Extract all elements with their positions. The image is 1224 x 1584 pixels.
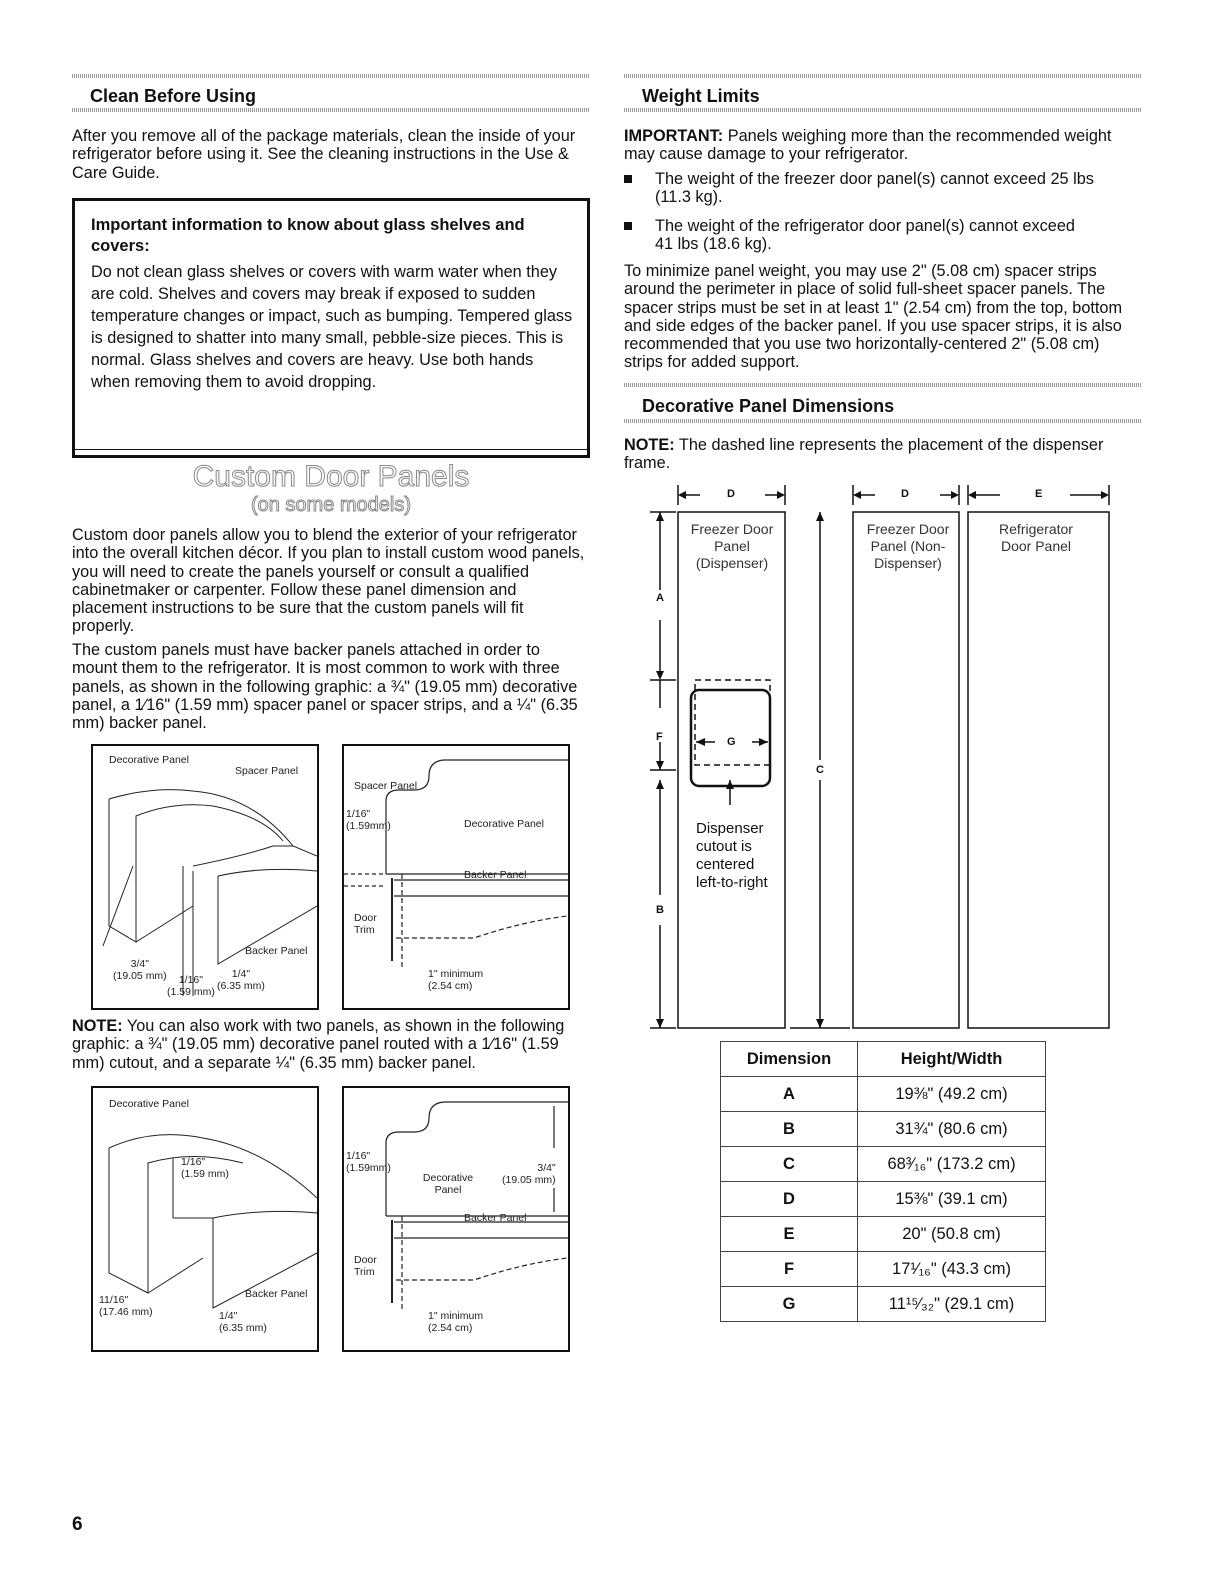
glass-warning-heading: Important information to know about glass shelves and covers: [91, 216, 525, 255]
cell-value: 15⅜" (39.1 cm) [858, 1182, 1046, 1217]
important-text: Panels weighing more than the recommended weight may cause damage to your refrigerator. [624, 127, 1112, 164]
dim-thickness: 3/4" [537, 1162, 556, 1174]
dim-cut: 1/16" [181, 1156, 206, 1168]
dim-gap-mm: (1.59mm) [346, 1162, 391, 1174]
dims-heading: Decorative Panel Dimensions [642, 396, 895, 416]
dim-minimum-cm: (2.54 cm) [428, 980, 473, 992]
table-row [721, 1077, 1046, 1112]
glass-warning-body: Do not clean glass shelves or covers with warm water when they are cold. Shelves and covers may break if exposed to sudden temperature changes or impact, such as bumping. Tempered glass is designed to shatter into many small, pebble-size pieces. This is normal. Glass shelves and covers are heavy. Use both hands when removing them to avoid dropping. [91, 263, 573, 391]
table-row [721, 1147, 1046, 1182]
dim-cut-mm: (1.59 mm) [181, 1168, 229, 1180]
dim-minimum-cm: (2.54 cm) [428, 1322, 473, 1334]
section-rule [624, 74, 1142, 78]
dim-1-4: 1/4" [219, 1310, 238, 1322]
header-dimension: Dimension [721, 1042, 858, 1077]
clean-body: After you remove all of the package materials, clean the inside of your refrigerator before using it. See the cleaning instructions in the Use & Care Guide. [72, 127, 576, 182]
dispenser-cutout-note: Dispenser cutout is centered left-to-right [696, 820, 768, 891]
note-label: NOTE: [72, 1017, 123, 1035]
label-door-trim: Door Trim [354, 1254, 377, 1278]
bullet-freezer: The weight of the freezer door panel(s) cannot exceed 25 lbs (11.3 kg). [624, 170, 1094, 207]
panel-freezer-non-dispenser: Freezer Door Panel (Non-Dispenser) [866, 521, 950, 571]
dim-minimum: 1" minimum [428, 1310, 484, 1322]
clean-heading: Clean Before Using [90, 86, 257, 106]
cell-dimension: D [721, 1182, 858, 1217]
bullet-refrigerator: The weight of the refrigerator door panel(s) cannot exceed 41 lbs (18.6 kg). [624, 217, 1094, 254]
label-spacer-panel: Spacer Panel [235, 765, 299, 777]
dim-gap: 1/16" [346, 808, 371, 820]
label-decorative-panel: Decorative Panel [109, 1098, 189, 1110]
glass-warning-box [72, 198, 590, 458]
section-rule [72, 108, 590, 112]
cell-value: 19⅜" (49.2 cm) [858, 1077, 1046, 1112]
dim-1-16: 1/16" [178, 974, 203, 986]
cell-value: 20" (50.8 cm) [858, 1217, 1046, 1252]
label-decorative-panel: Decorative Panel [109, 754, 189, 766]
table-row [721, 1287, 1046, 1322]
table-row [721, 1217, 1046, 1252]
cell-dimension: A [721, 1077, 858, 1112]
dim-thickness-mm: (19.05 mm) [502, 1174, 556, 1186]
label-backer-panel: Backer Panel [245, 1288, 308, 1300]
two-panel-perspective-figure [91, 1086, 319, 1352]
cell-dimension: F [721, 1252, 858, 1287]
dim-letter-e: E [1035, 488, 1043, 500]
table-row [721, 1182, 1046, 1217]
section-rule [624, 383, 1142, 387]
dim-letter-d2: D [901, 488, 909, 500]
cell-dimension: E [721, 1217, 858, 1252]
section-rule [72, 74, 590, 78]
custom-panels-title: Custom Door Panels [192, 460, 470, 493]
table-row [721, 1112, 1046, 1147]
dim-letter-b: B [656, 904, 664, 916]
label-spacer-panel: Spacer Panel [354, 780, 418, 792]
label-door-trim: Door Trim [354, 912, 377, 936]
dim-11-16-mm: (17.46 mm) [99, 1306, 153, 1318]
panel-refrigerator: Refrigerator Door Panel [999, 521, 1073, 554]
dims-note [624, 436, 1142, 473]
cell-dimension: B [721, 1112, 858, 1147]
custom-panels-subtitle: (on some models) [250, 494, 412, 516]
dim-letter-a: A [656, 592, 664, 604]
weight-heading: Weight Limits [642, 86, 760, 106]
important-label: IMPORTANT: [624, 127, 724, 145]
header-height-width: Height/Width [858, 1042, 1046, 1077]
note-text: The dashed line represents the placement of the dispenser frame. [624, 436, 1104, 473]
dim-1-4-mm: (6.35 mm) [219, 1322, 267, 1334]
label-decorative-panel: Decorative Panel [422, 1172, 474, 1196]
dimension-table [720, 1041, 1046, 1322]
dim-1-4-mm: (6.35 mm) [217, 980, 265, 992]
dim-gap-mm: (1.59mm) [346, 820, 391, 832]
three-panel-perspective-figure [91, 744, 319, 1010]
weight-important [624, 127, 1139, 164]
table-header-row [721, 1042, 1046, 1077]
label-decorative-panel: Decorative Panel [464, 818, 544, 830]
section-rule [624, 108, 1142, 112]
three-panel-section-figure [342, 744, 570, 1010]
cell-value: 17¹⁄₁₆" (43.3 cm) [858, 1252, 1046, 1287]
cell-dimension: C [721, 1147, 858, 1182]
page-number: 6 [72, 1514, 83, 1535]
weight-bullets [624, 170, 1094, 259]
label-backer-panel: Backer Panel [464, 869, 527, 881]
dim-3-4-mm: (19.05 mm) [113, 970, 167, 982]
dim-1-16-mm: (1.59 mm) [167, 986, 215, 998]
weight-body: To minimize panel weight, you may use 2" (5.08 cm) spacer strips around the perimeter in place of solid full-sheet spacer panels. The spacer strips must be set in at least 1" (2.54 cm) from the top, bottom and side edges of the backer panel. If you use spacer strips, it is also recommended that you use two horizontally-centered 2" (5.08 cm) strips for added support. [624, 262, 1123, 372]
cell-value: 68³⁄₁₆" (173.2 cm) [858, 1147, 1046, 1182]
dim-letter-d1: D [727, 488, 735, 500]
label-backer-panel: Backer Panel [464, 1212, 527, 1224]
cell-value: 31¾" (80.6 cm) [858, 1112, 1046, 1147]
note-text: You can also work with two panels, as shown in the following graphic: a ¾" (19.05 mm) decorative panel routed with a 1⁄16" (1.59 mm) cutout, and a separate ¼" (6.35 mm) backer panel. [72, 1017, 565, 1072]
note-label: NOTE: [624, 436, 675, 454]
custom-p2: The custom panels must have backer panels attached in order to mount them to the refrigerator. It is most common to work with three panels, as shown in the following graphic: a ¾" (19.05 mm) decorative panel, a 1⁄16" (1.59 mm) spacer panel or spacer strips, and a ¼" (6.35 mm) backer panel. [72, 641, 578, 733]
panel-freezer-dispenser: Freezer Door Panel (Dispenser) [690, 521, 774, 571]
divider [72, 449, 590, 450]
cell-dimension: G [721, 1287, 858, 1322]
label-backer-panel: Backer Panel [245, 945, 308, 957]
dim-minimum: 1" minimum [428, 968, 484, 980]
custom-p1: Custom door panels allow you to blend the exterior of your refrigerator into the overall kitchen décor. If you plan to install custom wood panels, you will need to create the panels yourself or consult a qualified cabinetmaker or carpenter. Follow these panel dimension and placement instructions to be sure that the custom panels will fit properly. [72, 526, 585, 636]
cell-value: 11¹⁵⁄₃₂" (29.1 cm) [858, 1287, 1046, 1322]
dim-11-16: 11/16" [99, 1294, 129, 1306]
two-panel-section-figure [342, 1086, 570, 1352]
dim-letter-f: F [656, 731, 663, 743]
dim-letter-g: G [727, 736, 736, 748]
table-row [721, 1252, 1046, 1287]
dim-3-4: 3/4" [130, 958, 149, 970]
section-rule [624, 419, 1142, 423]
dim-letter-c: C [816, 764, 824, 776]
dim-gap: 1/16" [346, 1150, 371, 1162]
custom-note [72, 1017, 587, 1072]
dim-1-4: 1/4" [231, 968, 251, 980]
